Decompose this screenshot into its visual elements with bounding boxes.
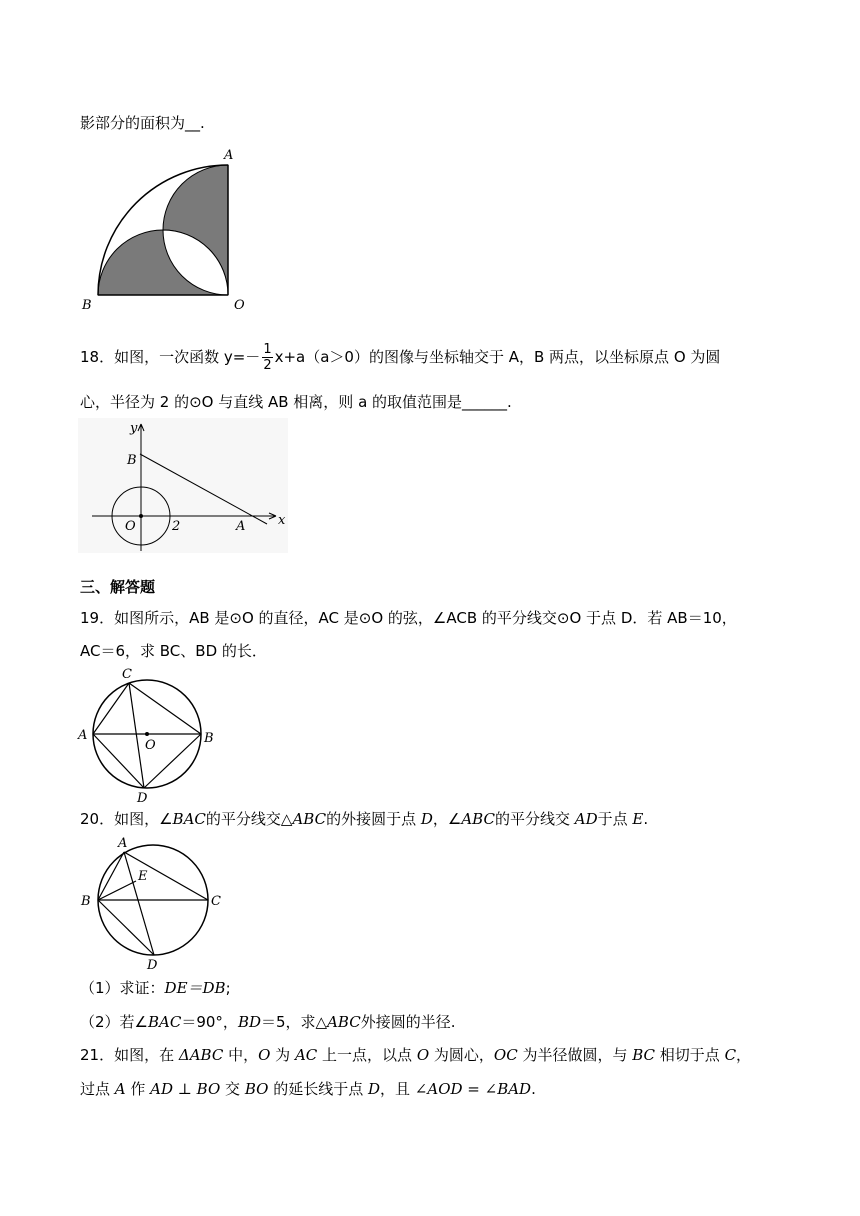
q20-sub1: （1）求证：DE＝DB; (80, 979, 231, 997)
label-x: x (278, 513, 286, 528)
label-B: B (204, 731, 214, 746)
section-title: 三、解答题 (80, 578, 156, 596)
label-C: C (122, 667, 132, 682)
q17-text: 影部分的面积为__. (80, 114, 205, 132)
label-A: A (78, 728, 88, 743)
label-E: E (138, 869, 148, 884)
label-A: A (118, 836, 128, 851)
fraction-one-half: $\frac{1}{2}$ (263, 342, 272, 373)
label-O: O (125, 519, 136, 534)
label-O: O (145, 738, 156, 753)
label-B: B (82, 298, 92, 313)
q19-line2: AC＝6，求 BC、BD 的长． (80, 642, 267, 660)
q18-line1: 18．如图，一次函数 y=－ $\frac{1}{2}$ x+a（a＞0）的图像与坐标轴交于 A，B 两点，以坐标原点 O 为圆 (80, 342, 721, 373)
label-B: B (81, 894, 91, 909)
q20-sub2: （2）若∠BAC＝90°，BD＝5，求△ABC外接圆的半径. (80, 1013, 456, 1031)
label-C: C (211, 894, 221, 909)
q19-line1: 19．如图所示，AB 是⊙O 的直径，AC 是⊙O 的弦，∠ACB 的平分线交⊙O 于点 D．若 AB＝10， (80, 609, 737, 627)
q20-figure (78, 835, 228, 975)
label-2: 2 (172, 519, 181, 534)
label-B: B (127, 453, 137, 468)
q18-line2: 心，半径为 2 的⊙O 与直线 AB 相离，则 a 的取值范围是______. (80, 393, 512, 411)
q17-figure (78, 143, 258, 313)
q21-line1: 21．如图，在 ΔABC 中，O 为 AC 上一点，以点 O 为圆心，OC 为半径做圆，与 BC 相切于点 C， (80, 1046, 752, 1064)
label-D: D (137, 791, 148, 804)
label-A: A (236, 519, 246, 534)
q19-figure (76, 664, 226, 804)
label-y: y (130, 421, 138, 436)
q20-line1: 20．如图，∠BAC的平分线交△ABC的外接圆于点 D，∠ABC的平分线交 AD于点 E. (80, 810, 649, 828)
q18-figure (78, 418, 288, 553)
label-A: A (224, 148, 234, 163)
label-O: O (234, 298, 245, 313)
label-D: D (147, 958, 158, 973)
q21-line2: 过点 A 作 AD ⊥ BO 交 BO 的延长线于点 D，且 ∠AOD = ∠BAD. (80, 1080, 536, 1098)
